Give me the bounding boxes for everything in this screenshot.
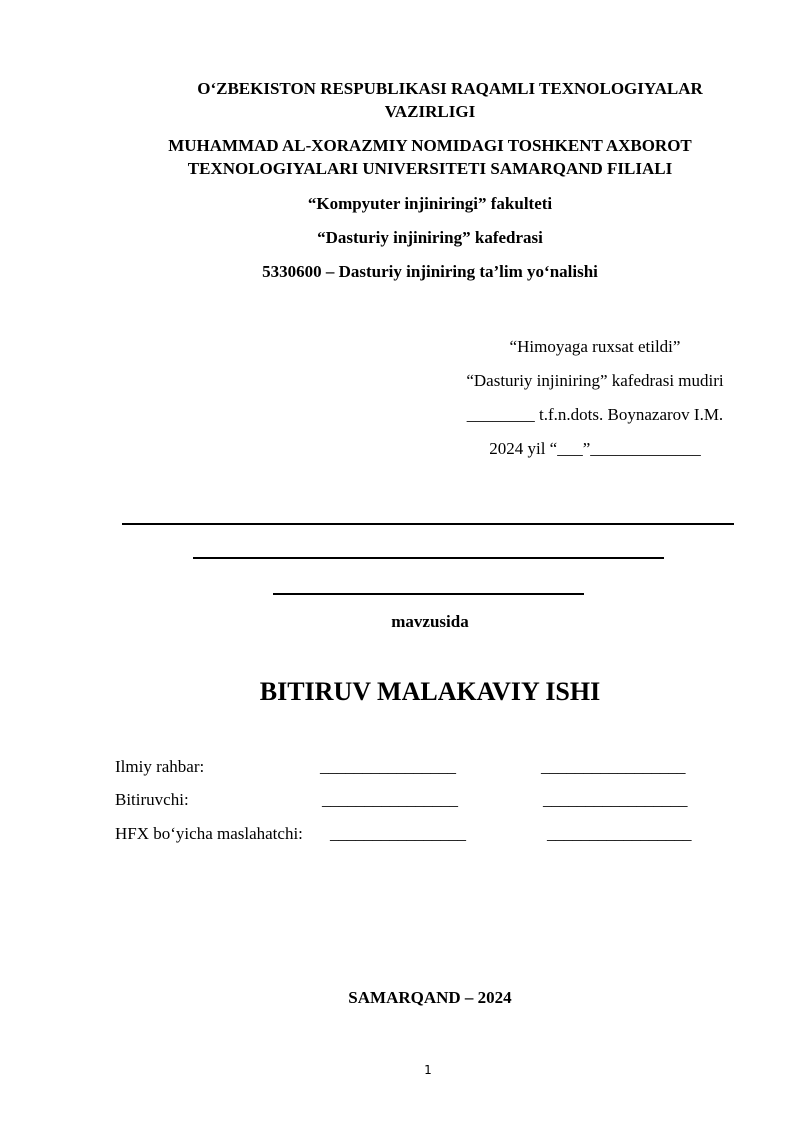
signature-line-supervisor-b: _________________ bbox=[541, 757, 686, 776]
signature-line-graduate-a: ________________ bbox=[322, 790, 458, 809]
signature-line-graduate-b: _________________ bbox=[543, 790, 688, 809]
faculty-name: “Kompyuter injiniringi” fakulteti bbox=[307, 194, 553, 213]
department-name: “Dasturiy injiniring” kafedrasi bbox=[317, 228, 543, 247]
ministry-title-line1: O‘ZBEKISTON RESPUBLIKASI RAQAMLI TEXNOLOGIYALAR bbox=[197, 79, 703, 98]
topic-line-2 bbox=[193, 557, 664, 559]
signature-line-supervisor-a: ________________ bbox=[320, 757, 456, 776]
work-title: BITIRUV MALAKAVIY ISHI bbox=[259, 677, 601, 706]
approval-signature-name: ________ t.f.n.dots. Boynazarov I.M. bbox=[466, 405, 724, 424]
topic-line-3 bbox=[273, 593, 584, 595]
university-title-line2: TEXNOLOGIYALARI UNIVERSITETI SAMARQAND FILIALI bbox=[187, 159, 673, 178]
approval-permission: “Himoyaga ruxsat etildi” bbox=[509, 337, 681, 356]
approval-department-head: “Dasturiy injiniring” kafedrasi mudiri bbox=[466, 371, 724, 390]
signature-label-graduate: Bitiruvchi: bbox=[115, 790, 189, 809]
topic-caption: mavzusida bbox=[391, 612, 469, 631]
signature-line-consultant-a: ________________ bbox=[330, 824, 466, 843]
signature-line-consultant-b: _________________ bbox=[547, 824, 692, 843]
topic-line-1 bbox=[122, 523, 734, 525]
university-title-line1: MUHAMMAD AL-XORAZMIY NOMIDAGI TOSHKENT AXBOROT bbox=[168, 136, 692, 155]
city-year: SAMARQAND – 2024 bbox=[348, 988, 512, 1007]
program-name: 5330600 – Dasturiy injiniring ta’lim yo‘nalishi bbox=[262, 262, 598, 281]
signature-label-consultant: HFX bo‘yicha maslahatchi: bbox=[115, 824, 303, 843]
signature-label-supervisor: Ilmiy rahbar: bbox=[115, 757, 205, 776]
approval-date: 2024 yil “___”_____________ bbox=[489, 439, 701, 458]
ministry-title-line2: VAZIRLIGI bbox=[384, 102, 476, 121]
page-number: 1 bbox=[424, 1063, 432, 1077]
